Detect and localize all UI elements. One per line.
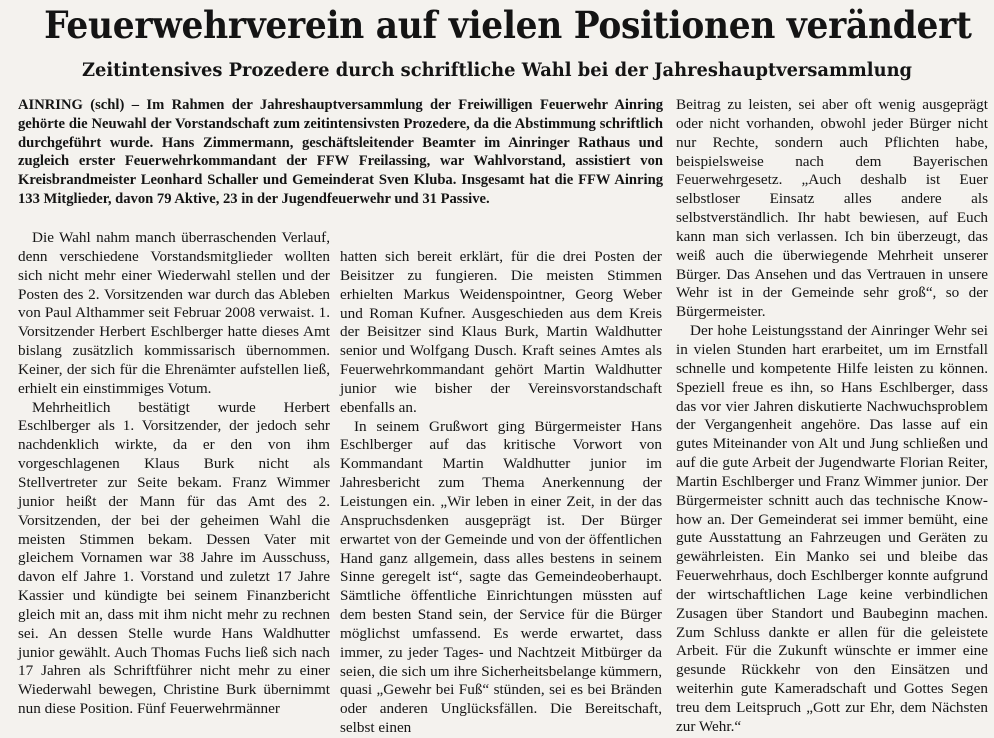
lead-paragraph: AINRING (schl) – Im Rahmen der Jahreshauptversammlung der Freiwilligen Feuerwehr Ainring gehörte die Neuwahl der Vorstandschaft zum zeitintensivsten Prozedere, da die Abstimmung schriftlich durchgeführt wurde. Hans Zimmermann, geschäftsleitender Beamter im Ainringer Rathaus und zugleich erster Feuerwehrkommandant der FFW Freilassing, war Wahlvorstand, assistiert von Kreisbrandmeister Leonhard Schaller und Gemeinderat Sven Kluba. Insgesamt hat die FFW Ainring 133 Mitglieder, davon 79 Aktive, 23 in der Jugendfeuerwehr und 31 Passive. — [18, 97, 663, 207]
subheadline: Zeitintensives Prozedere durch schriftliche Wahl bei der Jahreshauptversammlung — [81, 59, 913, 81]
headline: Feuerwehrverein auf vielen Positionen verändert — [44, 3, 972, 47]
article-column-2 — [340, 248, 662, 737]
body-paragraph: Der hohe Leistungsstand der Ainringer Wehr sei in vielen Stunden hart erarbeitet, um im Ernstfall schnelle und kompetente Hilfe leisten zu können. Speziell freue es ihn, so Hans Eschlberger, dass das vor vier Jahren diskutierte Nachwuchsproblem der Vergangenheit angehöre. Das lasse auf ein gutes Miteinander von Alt und Jung schließen und auf die gute Arbeit der Jugendwarte Florian Reiter, Martin Eschlberger und Franz Wimmer junior. Der Bürgermeister schnitt auch das technische Know-how an. Der Gemeinderat sei immer bemüht, eine gute Ausstattung an Fahrzeugen und Geräten zu gewährleisten. Ein Manko sei und bleibe das Feuerwehrhaus, doch Eschlberger konnte aufgrund der wirtschaftlichen Lage keine verbindlichen Zusagen über Standort und Baubeginn machen. Zum Schluss dankte er allen für die geleistete Arbeit. Für die Zukunft wünschte er immer eine gesunde Rückkehr von den Einsätzen und weiterhin gute Kameradschaft und Gottes Segen treu dem Leitspruch „Gott zur Ehr, dem Nächsten zur Wehr.“ — [676, 322, 988, 735]
body-paragraph: In seinem Grußwort ging Bürgermeister Hans Eschlberger auf das kritische Vorwort von Kommandant Martin Waldhutter junior im Jahresbericht zum Thema Anerkennung der Leistungen ein. „Wir leben in einer Zeit, in der das Anspruchsdenken ausgeprägt ist. Der Bürger erwartet von der Gemeinde und von der öffentlichen Hand ganz allgemein, dass alles bestens in seinem Sinne geregelt ist“, sagte das Gemeindeoberhaupt. Sämtliche öffentliche Einrichtungen müssten auf dem besten Stand sein, der Service für die Bürger möglichst umfassend. Es werde erwartet, dass immer, zu jeder Tages- und Nachtzeit Mitbürger da seien, die sich um ihre Sicherheitsbelange kümmern, quasi „Gewehr bei Fuß“ stünden, sei es bei Bränden oder anderen Unglücksfällen. Die Bereitschaft, selbst einen — [340, 417, 662, 737]
body-paragraph: hatten sich bereit erklärt, für die drei Posten der Beisitzer zu fungieren. Die meisten Stimmen erhielten Markus Weidenspointner, Georg Weber und Roman Kufner. Ausgeschieden aus dem Kreis der Beisitzer sind Klaus Burk, Martin Waldhutter senior und Wolfgang Dusch. Kraft seines Amtes als Feuerwehrkommandant gehört Martin Waldhutter junior wie bisher der Vereinsvorstandschaft ebenfalls an. — [340, 248, 662, 416]
body-paragraph: Beitrag zu leisten, sei aber oft wenig ausgeprägt oder nicht vorhanden, obwohl jeder Bürger nicht nur Rechte, sondern auch Pflichten habe, beispielsweise nach dem Bayerischen Feuerwehrgesetz. „Auch deshalb ist Euer selbstloser Einsatz alles andere als selbstverständlich. Ihr habt bewiesen, auf Euch kann man sich verlassen. Ich bin überzeugt, das weiß auch die überwiegende Mehrheit unserer Bürger. Das Ansehen und das Vertrauen in unsere Wehr ist in der Gemeinde sehr groß“, so der Bürgermeister. — [676, 96, 988, 321]
article-column-1 — [18, 229, 330, 718]
body-paragraph: Mehrheitlich bestätigt wurde Herbert Eschlberger als 1. Vorsitzender, der jedoch sehr nachdenklich wirkte, da er den von ihm vorgeschlagenen Klaus Burk nicht als Stellvertreter zur Seite bekam. Franz Wimmer junior heißt der Mann für das Amt des 2. Vorsitzenden, der bei der geheimen Wahl die meisten Stimmen bekam. Dessen Vater mit gleichem Vornamen war 38 Jahre im Ausschuss, davon elf Jahre 1. Vorstand und zuletzt 17 Jahre Kassier und kündigte bei seinem Finanzbericht gleich mit an, dass mit ihm nicht mehr zu rechnen sei. An dessen Stelle wurde Hans Waldhutter junior gewählt. Auch Thomas Fuchs ließ sich nach 17 Jahren als Schriftführer nicht mehr zu einer Wiederwahl bewegen, Christine Burk übernimmt nun diese Position. Fünf Feuerwehrmänner — [18, 398, 330, 718]
article-column-3 — [676, 96, 988, 735]
body-paragraph: Die Wahl nahm manch überraschenden Verlauf, denn verschiedene Vorstandsmitglieder wollten sich nicht mehr einer Wiederwahl stellen und der Posten des 2. Vorsitzenden war durch das Ableben von Paul Althammer seit Februar 2008 verwaist. 1. Vorsitzender Herbert Eschlberger hatte dieses Amt bislang zusätzlich kommissarisch übernommen. Keiner, der sich für die Ehrenämter aufstellen ließ, erhielt ein einstimmiges Votum. — [18, 229, 330, 397]
